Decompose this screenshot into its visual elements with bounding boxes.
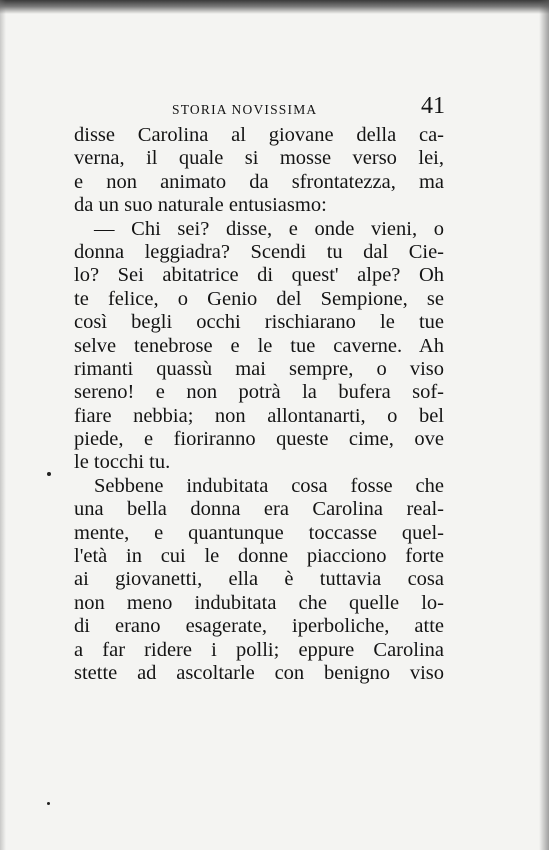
- text-line: da un suo naturale entusiasmo:: [74, 194, 327, 217]
- scan-edge-right: [539, 0, 549, 850]
- page-number: 41: [421, 93, 445, 119]
- text-line: piede, e fioriranno queste cime, ove: [74, 428, 444, 451]
- text-line: selve tenebrose e le tue caverne. Ah: [74, 334, 444, 357]
- text-line: una bella donna era Carolina real-: [74, 498, 444, 521]
- text-line: mente, e quantunque toccasse quel-: [74, 521, 444, 544]
- text-line: a far ridere i polli; eppure Carolina: [74, 638, 444, 661]
- text-line: non meno indubitata che quelle lo-: [74, 591, 444, 614]
- text-line: sereno! e non potrà la bufera sof-: [74, 381, 444, 404]
- text-line: e non animato da sfrontatezza, ma: [74, 170, 444, 193]
- text-line: l'età in cui le donne piacciono forte: [74, 545, 444, 568]
- text-line: lo? Sei abitatrice di quest' alpe? Oh: [74, 264, 444, 287]
- text-line: così begli occhi rischiarano le tue: [74, 311, 444, 334]
- text-line: stette ad ascoltarle con benigno viso: [74, 661, 444, 684]
- text-line: — Chi sei? disse, e onde vieni, o: [94, 217, 444, 240]
- text-line: Sebbene indubitata cosa fosse che: [94, 474, 444, 497]
- text-line: fiare nebbia; non allontanarti, o bel: [74, 404, 444, 427]
- text-line: disse Carolina al giovane della ca-: [74, 124, 444, 146]
- text-line: rimanti quassù mai sempre, o viso: [74, 357, 444, 380]
- scan-edge-top: [0, 0, 549, 14]
- text-line: verna, il quale si mosse verso lei,: [74, 147, 444, 170]
- text-line: di erano esagerate, iperboliche, atte: [74, 615, 444, 638]
- body-text: [74, 124, 444, 685]
- running-head: STORIA NOVISSIMA: [172, 102, 318, 117]
- scan-edge-left: [0, 0, 6, 850]
- text-line: ai giovanetti, ella è tuttavia cosa: [74, 568, 444, 591]
- ink-speck: [47, 802, 50, 805]
- ink-speck: [47, 472, 51, 476]
- text-line: le tocchi tu.: [74, 451, 171, 474]
- text-line: te felice, o Genio del Sempione, se: [74, 287, 444, 310]
- text-line: donna leggiadra? Scendi tu dal Cie-: [74, 240, 444, 263]
